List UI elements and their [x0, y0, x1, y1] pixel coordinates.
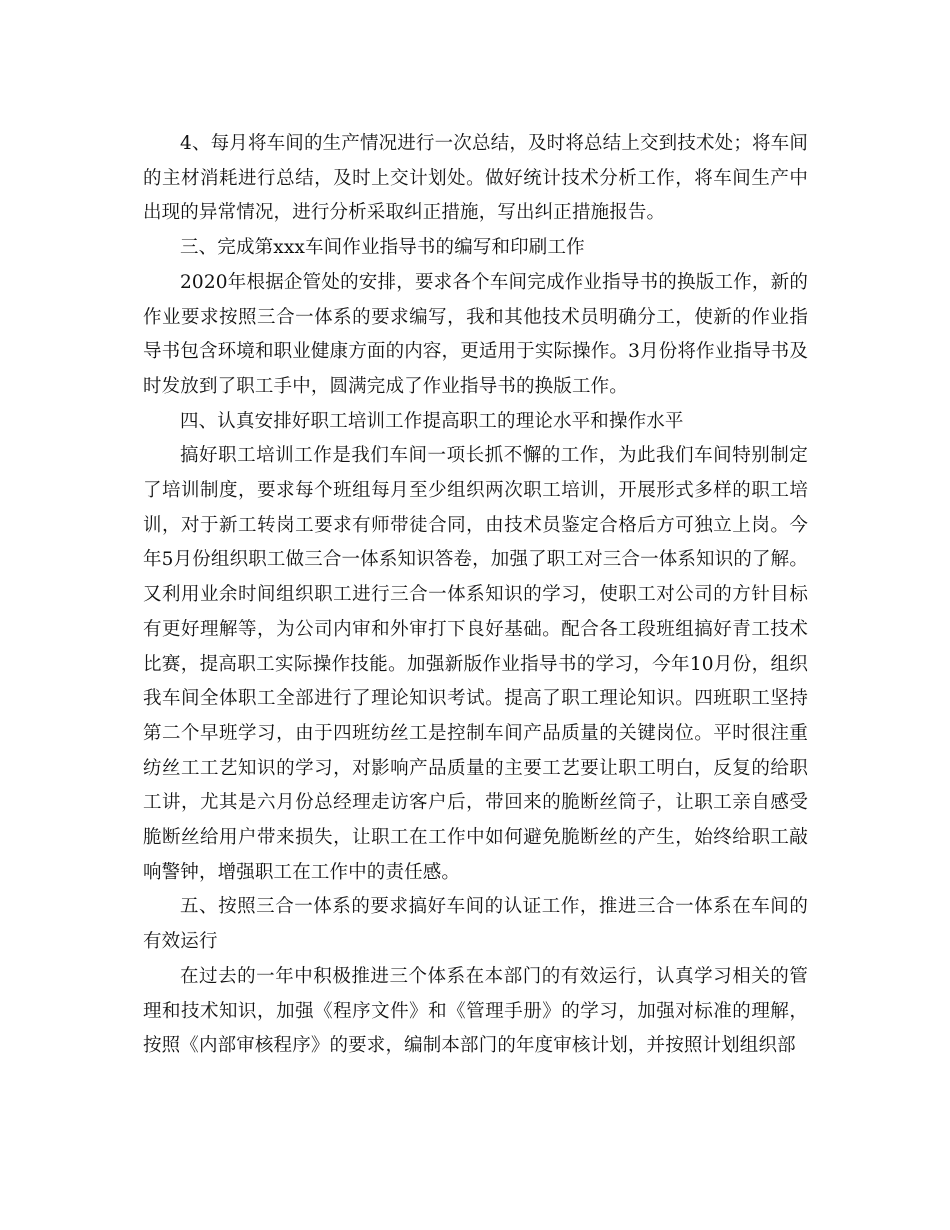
paragraph-system-operation: 在过去的一年中积极推进三个体系在本部门的有效运行，认真学习相关的管理和技术知识，加强《程序文件》和《管理手册》的学习，加强对标准的理解，按照《内部审核程序》的要求，编制本部门的年度审核计划，并按照计划组织部 [143, 965, 808, 1057]
section-heading-five: 五、按照三合一体系的要求搞好车间的认证工作，推进三合一体系在车间的有效运行 [143, 896, 808, 953]
section-heading-four: 四、认真安排好职工培训工作提高职工的理论水平和操作水平 [180, 410, 684, 432]
section-heading-three: 三、完成第xxx车间作业指导书的编写和印刷工作 [180, 237, 585, 259]
document-body [143, 127, 808, 1064]
paragraph-guidebook-revision: 2020年根据企管处的安排，要求各个车间完成作业指导书的换版工作，新的作业要求按照三合一体系的要求编写，我和其他技术员明确分工，使新的作业指导书包含环境和职业健康方面的内容，更适用于实际操作。3月份将作业指导书及时发放到了职工手中，圆满完成了作业指导书的换版工作。 [143, 271, 808, 397]
paragraph-staff-training: 搞好职工培训工作是我们车间一项长抓不懈的工作，为此我们车间特别制定了培训制度，要求每个班组每月至少组织两次职工培训，开展形式多样的职工培训，对于新工转岗工要求有师带徒合同，由技术员鉴定合格后方可独立上岗。今年5月份组织职工做三合一体系知识答卷，加强了职工对三合一体系知识的了解。又利用业余时间组织职工进行三合一体系知识的学习，使职工对公司的方针目标有更好理解等，为公司内审和外审打下良好基础。配合各工段班组搞好青工技术比赛，提高职工实际操作技能。加强新版作业指导书的学习，今年10月份，组织我车间全体职工全部进行了理论知识考试。提高了职工理论知识。四班职工坚持第二个早班学习，由于四班纺丝工是控制车间产品质量的关键岗位。平时很注重纺丝工工艺知识的学习，对影响产品质量的主要工艺要让职工明白，反复的给职工讲，尤其是六月份总经理走访客户后，带回来的脆断丝筒子，让职工亲自感受脆断丝给用户带来损失，让职工在工作中如何避免脆断丝的产生，始终给职工敲响警钟，增强职工在工作中的责任感。 [143, 445, 808, 883]
paragraph-item-4-summary: 4、每月将车间的生产情况进行一次总结，及时将总结上交到技术处；将车间的主材消耗进行总结，及时上交计划处。做好统计技术分析工作，将车间生产中出现的异常情况，进行分析采取纠正措施，写出纠正措施报告。 [143, 133, 808, 224]
